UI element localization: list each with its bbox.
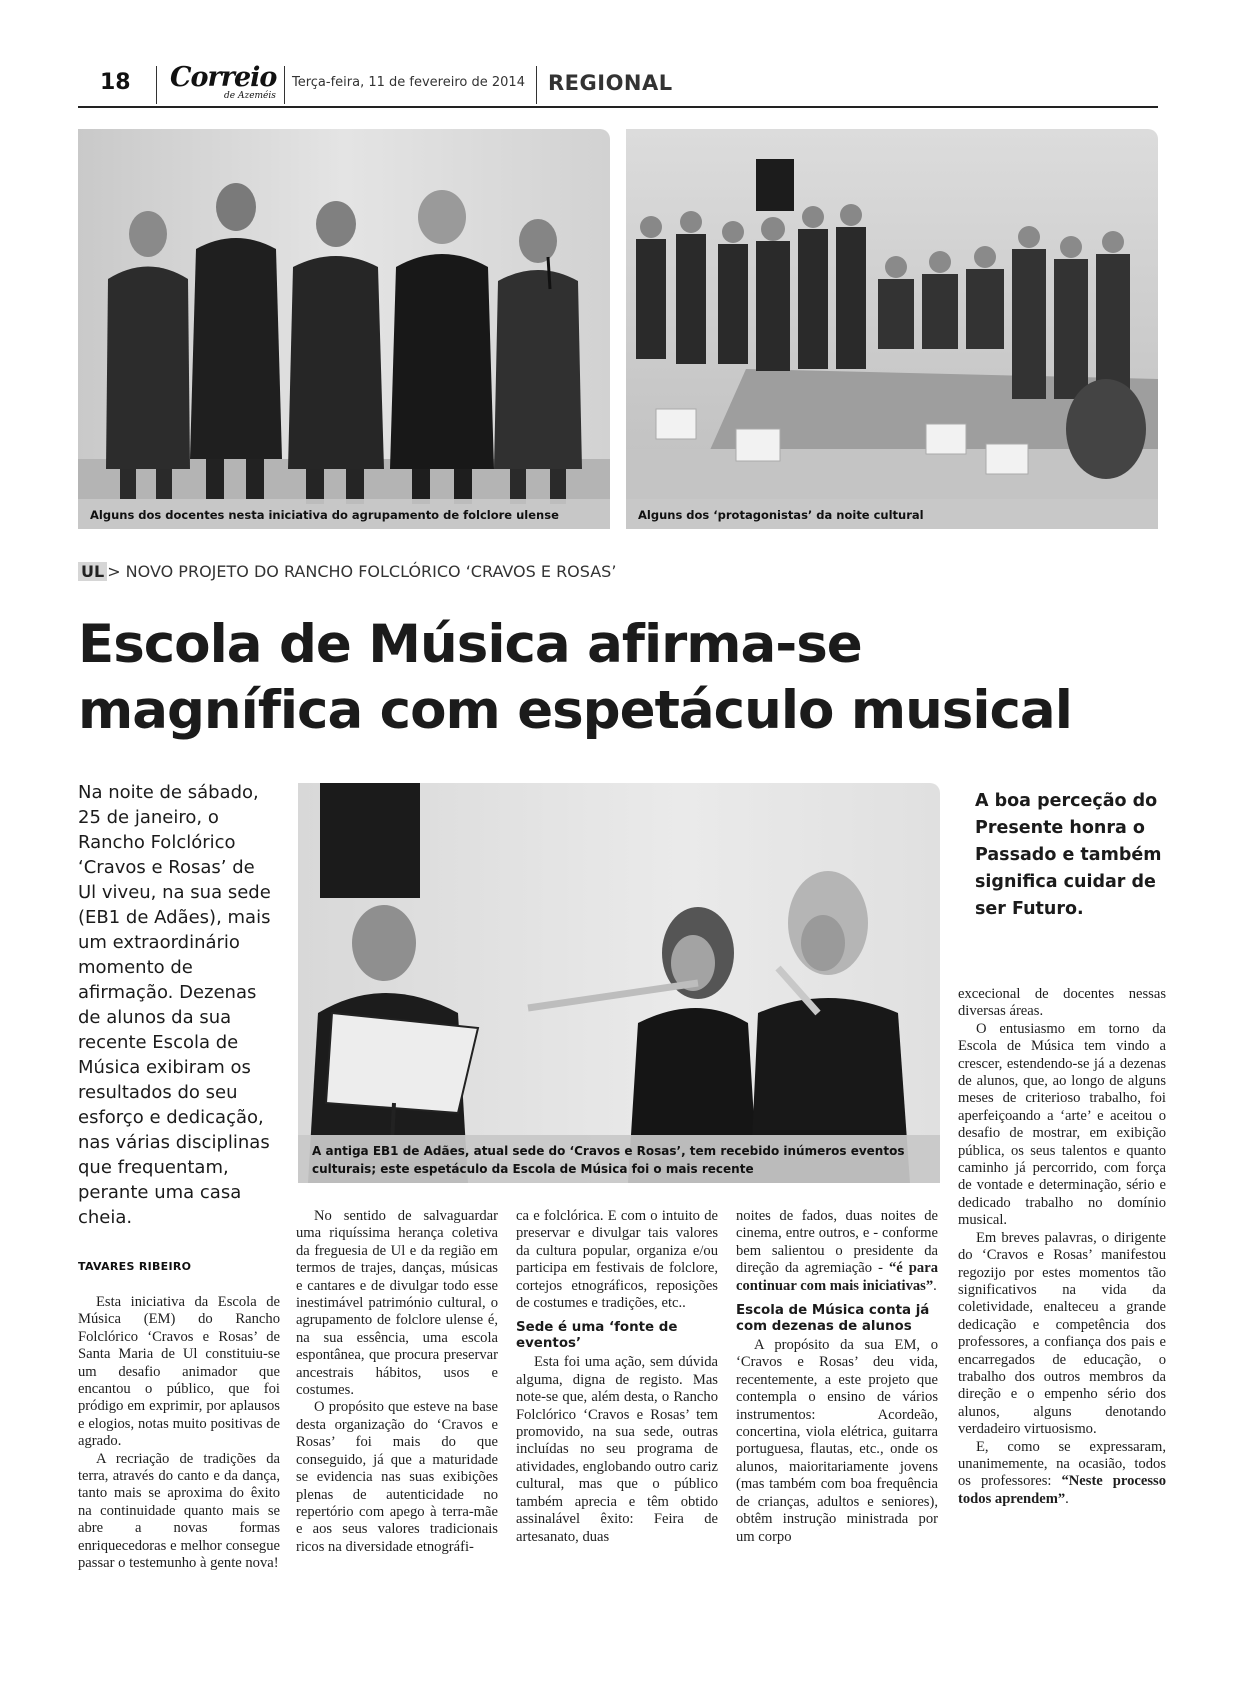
header-rule xyxy=(78,106,1158,108)
page-header xyxy=(78,58,1158,108)
body-column xyxy=(516,1208,718,1618)
photo-caption: A antiga EB1 de Adães, atual sede do ‘Cravos e Rosas’, tem recebido inúmeros eventos culturais; este espetáculo da Escola de Música foi o mais recente xyxy=(298,1135,940,1183)
body-column xyxy=(78,1294,280,1614)
headline-line: magnífica com espetáculo musical xyxy=(78,680,1072,741)
article-kicker xyxy=(78,562,616,581)
body-paragraph: No sentido de salvaguardar uma riquíssima herança coletiva da freguesia de Ul e da região em termos de trajes, danças, músicas e cantares e de divulgar todo esse inestimável património cultural, o agrupamento de folclore ulense é, na sua essência, uma escola espontânea, que procura preservar ancestrais hábitos, usos e costumes. xyxy=(296,1208,498,1399)
body-paragraph: O propósito que esteve na base desta organização do ‘Cravos e Rosas’ foi mais do que conseguido, já que a maturidade se evidencia nas suas exibições plenas de autenticidade no repertório com apego à terra-mãe e aos seus valores tradicionais ricos na diversidade etnográfi- xyxy=(296,1399,498,1555)
body-paragraph: A propósito da sua EM, o ‘Cravos e Rosas’ deu vida, recentemente, a este projeto que contempla o ensino de vários instrumentos: Acordeão, concertina, viola elétrica, guitarra portuguesa, flautas, etc., onde os alunos, maioritariamente jovens (mas também com boa frequência de crianças, adultos e seniores), obtêm instrução ministrada por um corpo xyxy=(736,1337,938,1545)
article-lead: Na noite de sábado, 25 de janeiro, o Rancho Folclórico ‘Cravos e Rosas’ de Ul viveu, na sua sede (EB1 de Adães), mais um extraordinário momento de afirmação. Dezenas de alunos da sua recente Escola de Música exibiram os resultados do seu esforço e dedicação, nas várias disciplinas que frequentam, perante uma casa cheia. xyxy=(78,782,271,1228)
section-label: REGIONAL xyxy=(548,71,673,95)
masthead-title: Correio xyxy=(170,62,277,93)
subheading: Sede é uma ‘fonte de eventos’ xyxy=(516,1320,678,1352)
kicker-separator: > xyxy=(107,562,121,581)
body-paragraph: Esta iniciativa da Escola de Música (EM) do Rancho Folclórico ‘Cravos e Rosas’ de Santa Maria de Ul constituiu-se um desafio animador que encantou o público, que foi pródigo em exprimir, por aplausos e elogios, notas muito positivas de agrado. xyxy=(78,1294,280,1450)
body-paragraph: Em breves palavras, o dirigente do ‘Cravos e Rosas’ manifestou regozijo por estes momentos tão significativos na vida da coletividade, enalteceu a grande dedicação e competência dos professores, a confiança dos pais e encarregados de educação, o trabalho dos outros membros da direção e o empenho sério dos alunos, alguns denotando verdadeiro virtuosismo. xyxy=(958,1229,1166,1438)
photo-teachers xyxy=(78,129,610,529)
body-paragraph: O entusiasmo em torno da Escola de Música tem vindo a crescer, estendendo-se já a dezenas de alunos, que, ao longo de alguns meses de criterioso trabalho, foi aperfeiçoando a ‘arte’ e aceitou o desafio de mostrar, em exibição pública, os seus talentos e quanto caminho já percorrido, com força de vontade e determinação, sério e dedicado trabalho no domínio musical. xyxy=(958,1020,1166,1229)
photo-music-school xyxy=(298,783,940,1183)
body-paragraph: ca e folclórica. E com o intuito de preservar e divulgar tais valores da cultura popular, organiza e/ou participa em festivais de folclore, cortejos etnográficos, reposições de costumes e tradições, etc.. xyxy=(516,1208,718,1312)
body-paragraph: noites de fados, duas noites de cinema, entre outros, e - conforme bem salientou o presidente da direção da agremiação - “é para continuar com mais iniciativas”. xyxy=(736,1208,938,1294)
kicker-text: NOVO PROJETO DO RANCHO FOLCLÓRICO ‘CRAVOS E ROSAS’ xyxy=(120,562,617,581)
body-paragraph: A recriação de tradições da terra, através do canto e da dança, tanto mais se aproxima do êxito na continuidade quanto mais se abre a novas formas enriquecedoras e melhor consegue passar o testemunho à gente nova! xyxy=(78,1450,280,1572)
body-paragraph: Esta foi uma ação, sem dúvida alguma, digna de registo. Mas note-se que, além desta, o Rancho Folclórico ‘Cravos e Rosas’ tem promovido, na sua sede, outras incluídas no seu programa de atividades, englobando outro cariz cultural, mas que o público também aprecia e têm obtido assinalável êxito: Feira de artesanato, duas xyxy=(516,1354,718,1545)
body-column xyxy=(958,986,1166,1618)
pull-quote: A boa perceção do Presente honra o Passado e também significa cuidar de ser Futuro. xyxy=(975,791,1162,919)
header-divider xyxy=(284,66,285,104)
issue-date: Terça-feira, 11 de fevereiro de 2014 xyxy=(292,75,525,90)
headline-line: Escola de Música afirma-se xyxy=(78,614,862,675)
body-column xyxy=(296,1208,498,1618)
byline: TAVARES RIBEIRO xyxy=(78,1260,192,1273)
kicker-place: UL xyxy=(78,562,107,581)
body-paragraph: E, como se expressaram, unanimemente, na ocasião, todos os professores: “Neste processo todos aprendem”. xyxy=(958,1438,1166,1507)
photo-performers xyxy=(626,129,1158,529)
subheading: Escola de Música conta já com dezenas de alunos xyxy=(736,1303,930,1335)
masthead-subtitle: de Azeméis xyxy=(224,91,276,101)
quote-highlight: “é para continuar com mais iniciativas” xyxy=(736,1260,938,1294)
photo-caption: Alguns dos docentes nesta iniciativa do agrupamento de folclore ulense xyxy=(78,499,610,529)
header-divider xyxy=(536,66,537,104)
body-column xyxy=(736,1208,938,1618)
masthead-logo xyxy=(170,62,282,104)
article-headline xyxy=(78,612,1168,744)
quote-highlight: “Neste processo todos aprendem” xyxy=(958,1473,1166,1507)
photo-caption: Alguns dos ‘protagonistas’ da noite cultural xyxy=(626,499,1158,529)
body-paragraph: excecional de docentes nessas diversas áreas. xyxy=(958,986,1166,1020)
header-divider xyxy=(156,66,157,104)
page-number: 18 xyxy=(100,70,131,95)
